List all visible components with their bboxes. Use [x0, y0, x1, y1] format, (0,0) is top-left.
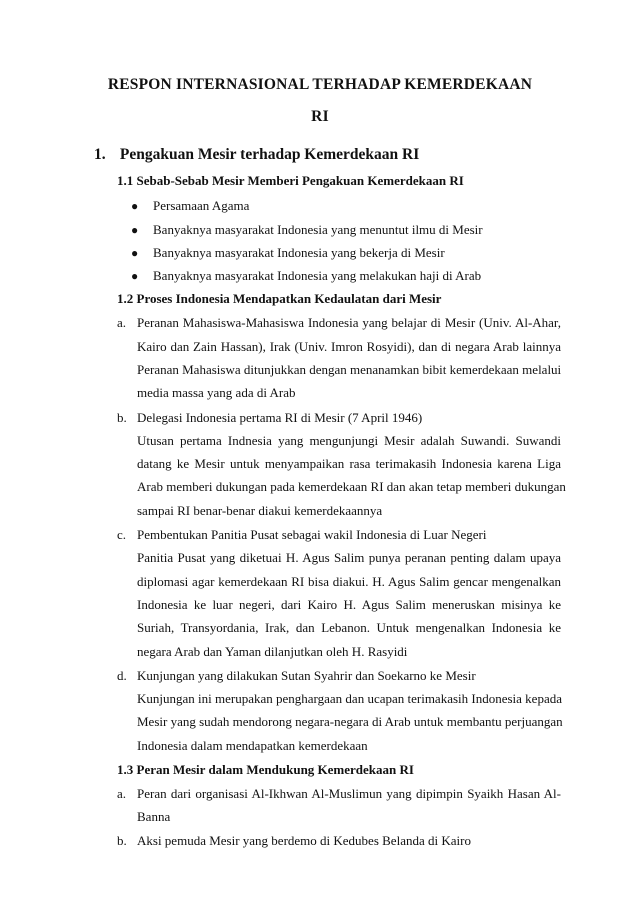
section-1-title: Pengakuan Mesir terhadap Kemerdekaan RI	[119, 146, 420, 163]
section-1-number: 1.	[94, 146, 106, 163]
paragraph-line: Kunjungan ini merupakan penghargaan dan ucapan terimakasih Indonesia kepada	[137, 691, 562, 706]
bullet-icon: ●	[131, 269, 139, 283]
item-letter: b.	[117, 833, 127, 848]
bullet-icon: ●	[131, 199, 139, 213]
paragraph-line: negara Arab dan Yaman dilanjutkan oleh H. Rasyidi	[137, 644, 408, 659]
paragraph-line: diplomasi agar kemerdekaan RI bisa diakui. H. Agus Salim gencar mengenalkan	[137, 574, 561, 589]
document-title-line-1: RESPON INTERNASIONAL TERHADAP KEMERDEKAAN	[107, 76, 533, 93]
section-1-heading	[94, 146, 419, 164]
paragraph-line: Kunjungan yang dilakukan Sutan Syahrir dan Soekarno ke Mesir	[137, 668, 476, 683]
paragraph-line: Peranan Mahasiswa ditunjukkan dengan menanamkan bibit kemerdekaan melalui	[137, 362, 562, 377]
list-item: ● Persamaan Agama	[131, 198, 250, 213]
document-title-line-2: RI	[311, 108, 329, 125]
list-item: ● Banyaknya masyarakat Indonesia yang bekerja di Mesir	[131, 245, 445, 260]
paragraph-line: Pembentukan Panitia Pusat sebagai wakil Indonesia di Luar Negeri	[137, 527, 487, 542]
subsection-1-3-heading: 1.3 Peran Mesir dalam Mendukung Kemerdekaan RI	[117, 762, 414, 777]
item-letter: d.	[117, 668, 127, 683]
paragraph-line: Mesir yang sudah mendorong negara-negara di Arab untuk membantu perjuangan	[137, 714, 563, 729]
item-letter: c.	[117, 527, 127, 542]
list-item: ● Banyaknya masyarakat Indonesia yang melakukan haji di Arab	[131, 268, 482, 283]
item-letter: b.	[117, 410, 127, 425]
bullet-icon: ●	[131, 223, 139, 237]
paragraph-line: Banna	[137, 809, 171, 824]
paragraph-line: Kairo dan Zain Hassan), Irak (Univ. Imron Rosyidi), dan di negara Arab lainnya	[137, 339, 561, 354]
paragraph-line: Panitia Pusat yang diketuai H. Agus Salim punya peranan penting dalam upaya	[137, 550, 561, 565]
paragraph-line: Utusan pertama Indnesia yang mengunjungi Mesir adalah Suwandi. Suwandi	[137, 433, 561, 448]
item-letter: a.	[117, 315, 127, 330]
paragraph-line: Aksi pemuda Mesir yang berdemo di Kedubes Belanda di Kairo	[137, 833, 471, 848]
subsection-1-2-heading: 1.2 Proses Indonesia Mendapatkan Kedaulatan dari Mesir	[117, 291, 442, 306]
paragraph-line: Peran dari organisasi Al-Ikhwan Al-Muslimun yang dipimpin Syaikh Hasan Al-	[137, 786, 561, 801]
list-item: ● Banyaknya masyarakat Indonesia yang menuntut ilmu di Mesir	[131, 222, 483, 237]
paragraph-line: Arab memberi dukungan pada kemerdekaan RI dan akan tetap memberi dukungan	[137, 479, 566, 494]
item-letter: a.	[117, 786, 127, 801]
subsection-1-1-heading: 1.1 Sebab-Sebab Mesir Memberi Pengakuan Kemerdekaan RI	[117, 173, 464, 188]
paragraph-line: Indonesia dalam mendapatkan kemerdekaan	[137, 738, 368, 753]
paragraph-line: Peranan Mahasiswa-Mahasiswa Indonesia yang belajar di Mesir (Univ. Al-Ahar,	[137, 315, 561, 330]
paragraph-line: Delegasi Indonesia pertama RI di Mesir (7 April 1946)	[137, 410, 423, 425]
paragraph-line: datang ke Mesir untuk menyampaikan rasa terimakasih Indonesia karena Liga	[137, 456, 561, 471]
paragraph-line: media massa yang ada di Arab	[137, 385, 296, 400]
paragraph-line: Indonesia ke luar negeri, dari Kairo H. Agus Salim meneruskan misinya ke	[137, 597, 561, 612]
bullet-icon: ●	[131, 246, 139, 260]
paragraph-line: sampai RI benar-benar diakui kemerdekaannya	[137, 503, 383, 518]
paragraph-line: Suriah, Transyordania, Irak, dan Lebanon. Untuk mengenalkan Indonesia ke	[137, 620, 561, 635]
